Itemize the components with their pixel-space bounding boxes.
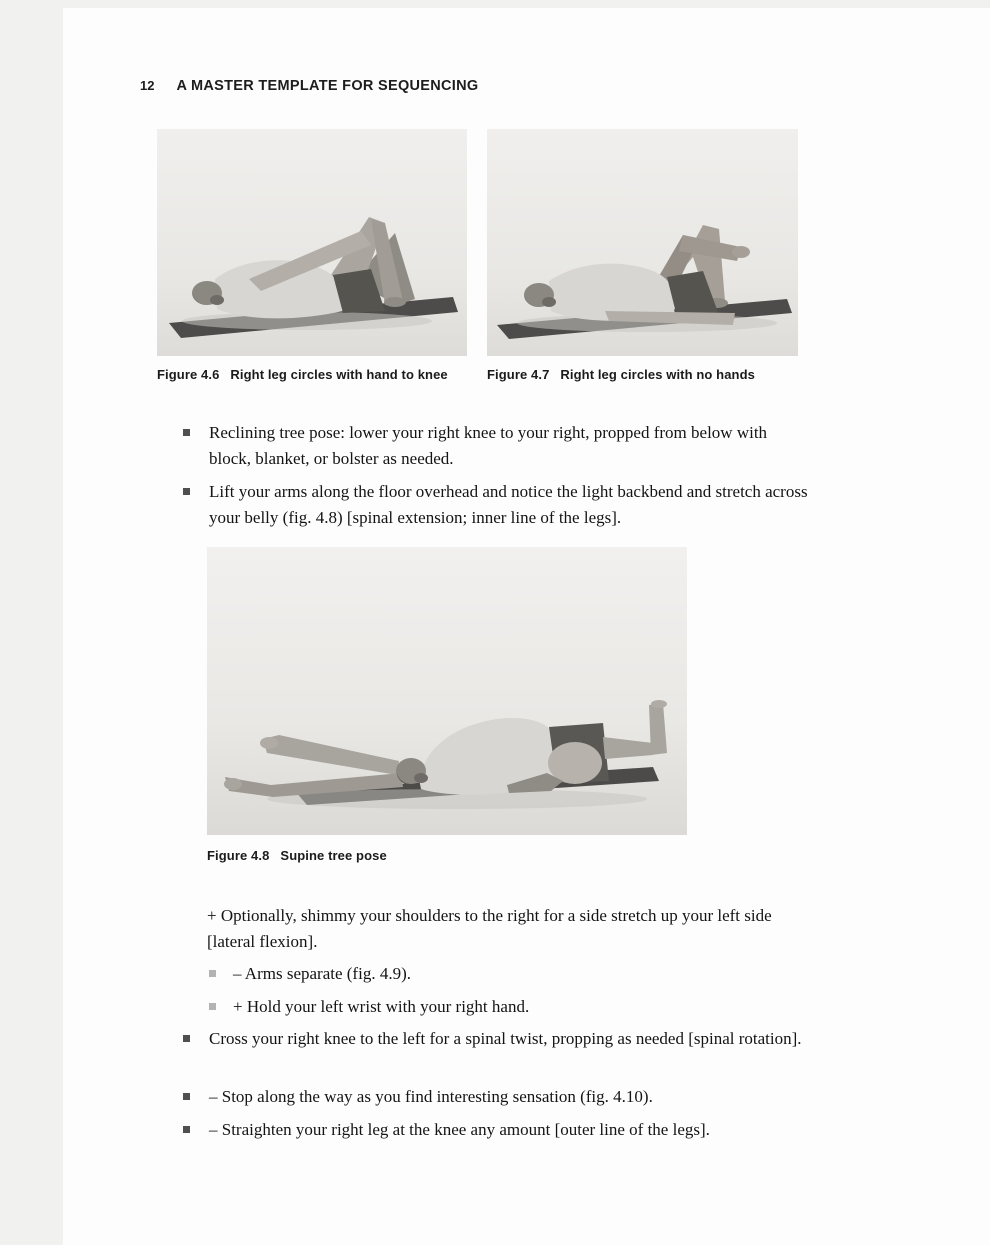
figure-4-6-illustration [157,129,467,356]
square-bullet-icon [183,1035,190,1042]
figure-4-8-caption [207,848,387,863]
running-head-title: A MASTER TEMPLATE FOR SEQUENCING [176,78,479,94]
figure-4-8-caption-label: Figure 4.8 [207,848,270,863]
square-bullet-icon [183,488,190,495]
page-number: 12 [140,78,155,93]
figure-4-7-caption [487,367,755,382]
figure-4-8-caption-text: Supine tree pose [280,848,387,863]
figure-4-6-caption-text: Right leg circles with hand to knee [230,367,448,382]
bullet-item [209,420,811,472]
sub-bullet-text: + Hold your left wrist with your right hand. [233,997,530,1016]
square-sub-bullet-icon [209,1003,216,1010]
bullet-text: – Stop along the way as you find interesting sensation (fig. 4.10). [209,1087,653,1106]
bullet-item [209,1084,811,1110]
figure-4-8-photo [207,547,687,835]
sub-bullet-text: – Arms separate (fig. 4.9). [233,964,411,983]
figure-4-8-illustration [207,547,687,835]
square-bullet-icon [183,429,190,436]
sub-bullet-item [233,961,793,987]
bullet-item [209,1117,811,1143]
square-bullet-icon [183,1126,190,1133]
square-sub-bullet-icon [209,970,216,977]
bullet-text: – Straighten your right leg at the knee any amount [outer line of the legs]. [209,1120,710,1139]
figure-4-6-caption [157,367,448,382]
bullet-item [209,1026,811,1052]
bullet-item [209,479,811,531]
bullet-text: Lift your arms along the floor overhead and notice the light backbend and stretch across your belly (fig. 4.8) [spinal extension; inner line of the legs]. [209,482,808,527]
figure-4-7-illustration [487,129,798,356]
figure-4-7-caption-label: Figure 4.7 [487,367,550,382]
figure-4-7-photo [487,129,798,356]
optional-paragraph: + Optionally, shimmy your shoulders to the right for a side stretch up your left side [lateral flexion]. [207,906,772,951]
running-head [140,78,479,94]
bullet-text: Reclining tree pose: lower your right knee to your right, propped from below with block, blanket, or bolster as needed. [209,423,768,468]
square-bullet-icon [183,1093,190,1100]
figure-4-6-caption-label: Figure 4.6 [157,367,220,382]
figure-4-6-photo [157,129,467,356]
bullet-text: Cross your right knee to the left for a spinal twist, propping as needed [spinal rotation]. [209,1029,802,1048]
figure-4-7-caption-text: Right leg circles with no hands [560,367,755,382]
sub-bullet-item [233,994,793,1020]
